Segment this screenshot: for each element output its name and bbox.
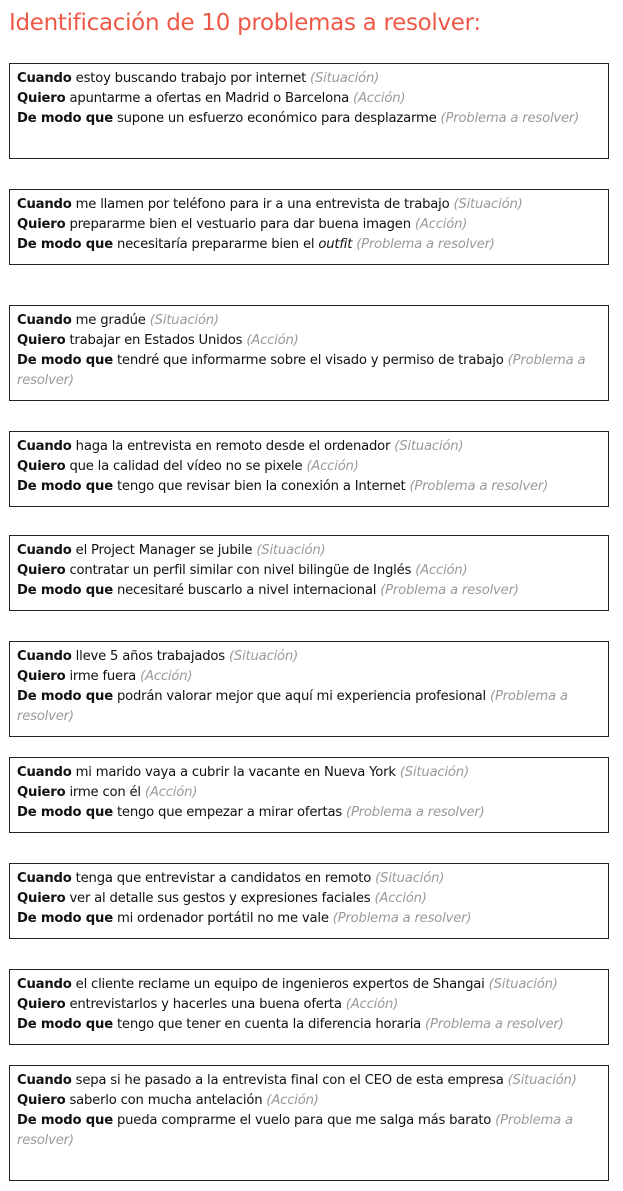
action-tag: (Acción) xyxy=(415,563,468,578)
problem-text: tengo que empezar a mirar ofertas xyxy=(116,805,342,820)
keyword-when: Cuando xyxy=(17,197,72,212)
keyword-when: Cuando xyxy=(17,649,72,664)
problem-line xyxy=(17,351,601,391)
problem-emphasis: outfit xyxy=(318,237,353,252)
situation-line xyxy=(17,437,601,457)
action-text: trabajar en Estados Unidos xyxy=(69,333,243,348)
action-tag: (Acción) xyxy=(246,333,299,348)
problem-tag: (Problema a resolver) xyxy=(425,1017,564,1032)
problem-card-4 xyxy=(9,431,609,507)
action-line xyxy=(17,995,601,1015)
action-tag: (Acción) xyxy=(140,669,193,684)
problem-tag: (Problema a resolver) xyxy=(356,237,495,252)
situation-text: el cliente reclame un equipo de ingenieros expertos de Shangai xyxy=(75,977,485,992)
action-tag: (Acción) xyxy=(306,459,359,474)
situation-text: estoy buscando trabajo por internet xyxy=(75,71,307,86)
action-line xyxy=(17,561,601,581)
problem-line xyxy=(17,477,601,497)
action-line xyxy=(17,1091,601,1111)
keyword-want: Quiero xyxy=(17,891,66,906)
action-text: entrevistarlos y hacerles una buena oferta xyxy=(69,997,342,1012)
situation-line xyxy=(17,195,601,215)
situation-line xyxy=(17,1071,601,1091)
situation-text: tenga que entrevistar a candidatos en remoto xyxy=(75,871,372,886)
keyword-so: De modo que xyxy=(17,111,113,126)
problem-line xyxy=(17,109,601,129)
problem-text: necesitaré buscarlo a nivel internacional xyxy=(116,583,377,598)
action-tag: (Acción) xyxy=(414,217,468,232)
problem-card-9 xyxy=(9,969,609,1045)
situation-tag: (Situación) xyxy=(394,439,464,454)
action-text: ver al detalle sus gestos y expresiones faciales xyxy=(69,891,371,906)
problem-card-7 xyxy=(9,757,609,833)
keyword-want: Quiero xyxy=(17,91,66,106)
situation-line xyxy=(17,869,601,889)
keyword-when: Cuando xyxy=(17,313,72,328)
keyword-want: Quiero xyxy=(17,333,66,348)
keyword-so: De modo que xyxy=(17,911,113,926)
situation-text: me gradúe xyxy=(75,313,146,328)
action-text: apuntarme a ofertas en Madrid o Barcelona xyxy=(69,91,350,106)
keyword-want: Quiero xyxy=(17,217,66,232)
problem-line xyxy=(17,803,601,823)
situation-tag: (Situación) xyxy=(256,543,326,558)
action-text: irme con él xyxy=(69,785,141,800)
keyword-when: Cuando xyxy=(17,439,72,454)
keyword-want: Quiero xyxy=(17,669,66,684)
action-tag: (Acción) xyxy=(345,997,399,1012)
problem-line xyxy=(17,581,601,601)
keyword-so: De modo que xyxy=(17,583,113,598)
situation-text: el Project Manager se jubile xyxy=(75,543,253,558)
problem-card-5 xyxy=(9,535,609,611)
problem-card-3 xyxy=(9,305,609,401)
problem-text: supone un esfuerzo económico para desplazarme xyxy=(116,111,437,126)
keyword-want: Quiero xyxy=(17,997,66,1012)
problem-tag: (Problema a resolver) xyxy=(440,111,580,126)
problem-line xyxy=(17,1111,601,1151)
action-line xyxy=(17,889,601,909)
situation-line xyxy=(17,311,601,331)
keyword-when: Cuando xyxy=(17,1073,72,1088)
problem-card-6 xyxy=(9,641,609,737)
problem-tag: (Problema a resolver) xyxy=(380,583,519,598)
action-text: irme fuera xyxy=(69,669,137,684)
problem-tag: (Problema a resolver) xyxy=(17,1113,573,1148)
problem-card-8 xyxy=(9,863,609,939)
situation-text: mi marido vaya a cubrir la vacante en Nueva York xyxy=(75,765,396,780)
keyword-when: Cuando xyxy=(17,71,72,86)
situation-tag: (Situación) xyxy=(310,71,380,86)
action-tag: (Acción) xyxy=(374,891,427,906)
problem-line xyxy=(17,235,601,255)
problem-card-10 xyxy=(9,1065,609,1181)
problem-tag: (Problema a resolver) xyxy=(332,911,472,926)
problem-tag: (Problema a resolver) xyxy=(346,805,485,820)
situation-line xyxy=(17,763,601,783)
situation-tag: (Situación) xyxy=(453,197,523,212)
problem-text: tendré que informarme sobre el visado y permiso de trabajo xyxy=(116,353,504,368)
problem-card-2 xyxy=(9,189,609,265)
problem-tag: (Problema a resolver) xyxy=(17,353,586,388)
action-tag: (Acción) xyxy=(144,785,198,800)
situation-tag: (Situación) xyxy=(228,649,299,664)
action-text: saberlo con mucha antelación xyxy=(69,1093,263,1108)
keyword-want: Quiero xyxy=(17,563,66,578)
situation-line xyxy=(17,541,601,561)
action-text: que la calidad del vídeo no se pixele xyxy=(69,459,303,474)
problem-tag: (Problema a resolver) xyxy=(409,479,549,494)
situation-tag: (Situación) xyxy=(488,977,558,992)
action-tag: (Acción) xyxy=(353,91,406,106)
situation-line xyxy=(17,69,601,89)
action-line xyxy=(17,457,601,477)
keyword-want: Quiero xyxy=(17,785,66,800)
situation-tag: (Situación) xyxy=(399,765,469,780)
situation-tag: (Situación) xyxy=(149,313,219,328)
situation-text: me llamen por teléfono para ir a una entrevista de trabajo xyxy=(75,197,450,212)
action-line xyxy=(17,89,601,109)
problem-line xyxy=(17,909,601,929)
keyword-so: De modo que xyxy=(17,1113,113,1128)
problem-line xyxy=(17,1015,601,1035)
keyword-when: Cuando xyxy=(17,871,72,886)
situation-text: sepa si he pasado a la entrevista final con el CEO de esta empresa xyxy=(75,1073,504,1088)
keyword-so: De modo que xyxy=(17,805,113,820)
keyword-when: Cuando xyxy=(17,977,72,992)
problem-text: pueda comprarme el vuelo para que me salga más barato xyxy=(116,1113,492,1128)
problem-text: tengo que revisar bien la conexión a Internet xyxy=(116,479,406,494)
problem-tag: (Problema a resolver) xyxy=(17,689,568,724)
situation-text: haga la entrevista en remoto desde el ordenador xyxy=(75,439,391,454)
action-tag: (Acción) xyxy=(266,1093,319,1108)
keyword-so: De modo que xyxy=(17,237,113,252)
page-title: Identificación de 10 problemas a resolver: xyxy=(9,10,481,36)
situation-tag: (Situación) xyxy=(507,1073,577,1088)
problem-text: tengo que tener en cuenta la diferencia horaria xyxy=(116,1017,422,1032)
keyword-when: Cuando xyxy=(17,765,72,780)
problem-line xyxy=(17,687,601,727)
situation-text: lleve 5 años trabajados xyxy=(75,649,225,664)
problem-text: podrán valorar mejor que aquí mi experiencia profesional xyxy=(116,689,487,704)
action-line xyxy=(17,783,601,803)
situation-line xyxy=(17,975,601,995)
keyword-want: Quiero xyxy=(17,459,66,474)
action-line xyxy=(17,667,601,687)
keyword-so: De modo que xyxy=(17,1017,113,1032)
problem-text: mi ordenador portátil no me vale xyxy=(116,911,329,926)
action-text: contratar un perfil similar con nivel bilingüe de Inglés xyxy=(69,563,412,578)
action-line xyxy=(17,331,601,351)
situation-tag: (Situación) xyxy=(375,871,445,886)
keyword-so: De modo que xyxy=(17,689,113,704)
action-line xyxy=(17,215,601,235)
keyword-so: De modo que xyxy=(17,353,113,368)
keyword-so: De modo que xyxy=(17,479,113,494)
keyword-want: Quiero xyxy=(17,1093,66,1108)
situation-line xyxy=(17,647,601,667)
keyword-when: Cuando xyxy=(17,543,72,558)
problem-card-1 xyxy=(9,63,609,159)
problem-text: necesitaría prepararme bien el xyxy=(116,237,315,252)
action-text: prepararme bien el vestuario para dar buena imagen xyxy=(69,217,411,232)
